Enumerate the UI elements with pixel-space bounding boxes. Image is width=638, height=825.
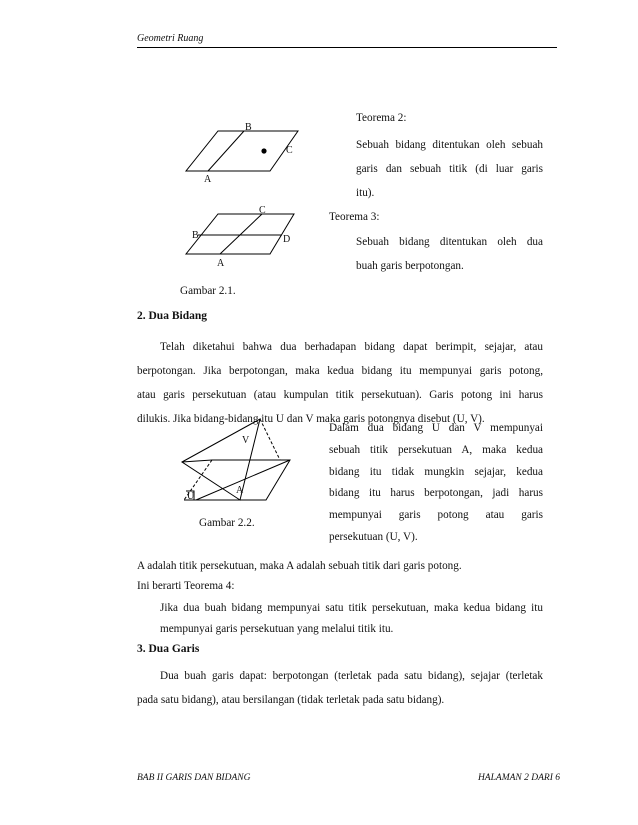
side-text-line: bidang itu harus berpotongan, jadi harus xyxy=(329,487,543,499)
theorem-2-line: Sebuah bidang ditentukan oleh sebuah xyxy=(356,139,543,151)
paragraph-line: berpotongan. Jika berpotongan, maka kedua bidang itu mempunyai garis potong, xyxy=(137,365,543,377)
label-c2: C xyxy=(259,205,266,216)
plane-parallelogram-bottom xyxy=(186,214,294,254)
line-c-a xyxy=(220,214,262,254)
point-c xyxy=(261,148,266,153)
caption-gambar-2-1: Gambar 2.1. xyxy=(180,285,236,297)
theorem-2-line: itu). xyxy=(356,187,375,199)
paragraph-line: Telah diketahui bahwa dua berhadapan bidang dapat berimpit, sejajar, atau xyxy=(160,341,543,353)
theorem-2-title: Teorema 2: xyxy=(356,112,407,124)
paragraph-line: dilukis. Jika bidang-bidang itu U dan V maka garis potongnya disebut (U, V). xyxy=(137,413,485,425)
section-heading-dua-garis: 3. Dua Garis xyxy=(137,643,200,655)
label-d: D xyxy=(283,234,291,245)
paragraph-line: Dua buah garis dapat: berpotongan (terletak pada satu bidang), sejajar (terletak xyxy=(160,670,543,682)
running-header: Geometri Ruang xyxy=(137,33,204,44)
side-text-line: Dalam dua bidang U dan V mempunyai xyxy=(329,422,543,434)
theorem-2-line: garis dan sebuah titik (di luar garis xyxy=(356,163,543,175)
theorem-3-title: Teorema 3: xyxy=(329,211,380,223)
paragraph-line: A adalah titik persekutuan, maka A adalah sebuah titik dari garis potong. xyxy=(137,560,462,572)
paragraph-line: atau garis persekutuan (atau kumpulan titik persekutuan). Garis potong ini harus xyxy=(137,389,543,401)
section-heading-dua-bidang: 2. Dua Bidang xyxy=(137,310,207,322)
paragraph-line: pada satu bidang), atau bersilangan (tidak terletak pada satu bidang). xyxy=(137,694,445,706)
theorem-4-line: Jika dua buah bidang mempunyai satu titik persekutuan, maka kedua bidang itu xyxy=(160,602,543,614)
label-a: A xyxy=(236,485,244,496)
side-text-line: bidang itu tidak mungkin sejajar, kedua xyxy=(329,466,543,478)
side-text-line: sebuah titik persekutuan A, maka kedua xyxy=(329,444,543,456)
side-text-line: mempunyai garis potong atau garis xyxy=(329,509,543,521)
label-v: V xyxy=(242,435,250,446)
figure-2-1 xyxy=(170,115,330,275)
plane-parallelogram-top xyxy=(186,131,298,171)
theorem-4-line: mempunyai garis persekutuan yang melalui titik itu. xyxy=(160,623,394,635)
footer-left: BAB II GARIS DAN BIDANG xyxy=(137,773,251,783)
theorem-3-line: buah garis berpotongan. xyxy=(356,260,464,272)
header-rule xyxy=(137,47,557,48)
plane-v-hidden-edge xyxy=(260,419,280,460)
paragraph-line: Ini berarti Teorema 4: xyxy=(137,580,235,592)
figure-2-2 xyxy=(170,416,300,506)
label-a2: A xyxy=(217,258,225,269)
caption-gambar-2-2: Gambar 2.2. xyxy=(199,517,255,529)
label-b2: B xyxy=(192,230,199,241)
label-b: B xyxy=(245,122,252,133)
label-a: A xyxy=(204,174,212,185)
label-c: C xyxy=(286,145,293,156)
label-u: U xyxy=(187,491,195,502)
theorem-3-line: Sebuah bidang ditentukan oleh dua xyxy=(356,236,543,248)
footer-right: HALAMAN 2 DARI 6 xyxy=(477,773,560,783)
side-text-line: persekutuan (U, V). xyxy=(329,531,418,543)
